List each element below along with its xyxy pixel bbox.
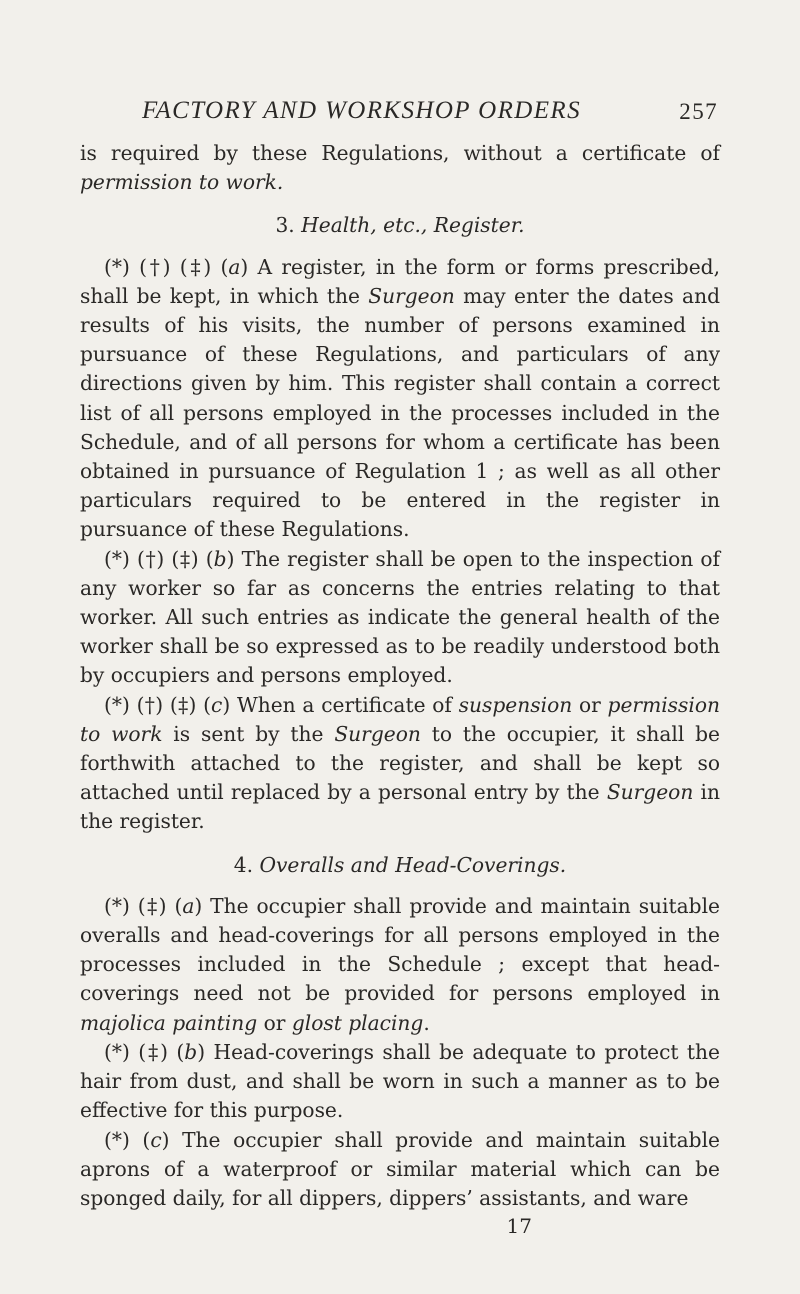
paragraph-4c-letter: c xyxy=(150,1127,162,1152)
paragraph-4c-marks: (*) ( xyxy=(104,1127,151,1152)
intro-italic: permission to work. xyxy=(80,170,284,195)
paragraph-3a-text-2: may enter the dates and results of his visits, the number of persons examined in pursuance of these Regulations, and particulars of any directions given by him. This register shall contain a correct list of all persons employed in the processes included in the Schedule, and of all persons for whom a certificate has been obtained in pursuance of Regulation 1 ; as well as all other particulars required to be entered in the register in pursuance of these Regulations. xyxy=(80,283,720,542)
paragraph-4c-text: The occupier shall provide and maintain suitable aprons of a waterproof or similar material which can be sponged daily, for all dippers, dippers’ assistants, and ware xyxy=(80,1127,721,1210)
paragraph-3c-marks: (*) (†) (‡) ( xyxy=(104,692,211,717)
paragraph-4a xyxy=(80,892,720,1038)
paragraph-4c-close: ) xyxy=(161,1127,183,1152)
paragraph-4b-text: Head-coverings shall be adequate to protect the hair from dust, and shall be worn in such a manner as to be effective for this purpose. xyxy=(80,1039,720,1123)
paragraph-4a-marks: (*) (‡) ( xyxy=(104,893,183,918)
paragraph-3c-or: or xyxy=(572,692,608,717)
paragraph-4b xyxy=(80,1038,720,1126)
paragraph-3a-marks: (*) (†) (‡) ( xyxy=(104,254,229,279)
intro-text: is required by these Regulations, without a certificate of xyxy=(80,141,720,165)
paragraph-3b xyxy=(80,545,720,691)
paragraph-3c-letter: c xyxy=(211,692,223,717)
running-head-title: FACTORY AND WORKSHOP ORDERS xyxy=(142,97,581,124)
paragraph-3a xyxy=(80,253,720,545)
intro-paragraph xyxy=(80,139,720,197)
section-3-title: Health, etc., Register. xyxy=(301,213,525,238)
section-3-heading xyxy=(80,211,720,240)
paragraph-4a-glost: glost placing xyxy=(291,1010,424,1035)
section-4-title: Overalls and Head-Coverings. xyxy=(259,852,567,877)
paragraph-4a-majolica: majolica painting xyxy=(80,1010,258,1035)
paragraph-4b-close: ) xyxy=(197,1039,214,1064)
section-4-number: 4. xyxy=(233,852,260,877)
section-4-heading xyxy=(80,851,720,880)
paragraph-3c-suspension: suspension xyxy=(458,692,573,717)
paragraph-4a-text-1: The occupier shall provide and maintain suitable overalls and head-coverings for all persons employed in the processes included in the Schedule ; except that head-coverings need not be provided for persons employed in xyxy=(80,893,720,1006)
paragraph-4b-letter: b xyxy=(184,1039,198,1064)
paragraph-3c xyxy=(80,691,720,837)
paragraph-3c-text-2: is sent by the xyxy=(162,721,335,746)
paragraph-3c-text-3: to the occupier, it shall be forthwith attached to the register, and shall be kept so attached until replaced by a personal entry by the xyxy=(80,721,720,805)
paragraph-4c xyxy=(80,1126,720,1214)
paragraph-3c-text-1: When a certificate of xyxy=(236,692,459,717)
paragraph-3c-permission: permission to work xyxy=(80,692,720,746)
paragraph-3b-marks: (*) (†) (‡) ( xyxy=(104,546,214,571)
paragraph-4a-end: . xyxy=(423,1010,430,1035)
paragraph-3a-close: ) xyxy=(240,254,258,279)
paragraph-3c-surgeon-1: Surgeon xyxy=(334,721,421,746)
body-text xyxy=(80,139,720,1239)
paragraph-3a-letter: a xyxy=(228,254,241,279)
paragraph-4a-close: ) xyxy=(194,893,211,918)
paragraph-3c-text-4: in the register. xyxy=(80,780,720,834)
paragraph-4b-marks: (*) (‡) ( xyxy=(104,1039,185,1064)
paragraph-3b-close: ) xyxy=(226,546,242,571)
paragraph-3c-surgeon-2: Surgeon xyxy=(606,780,694,805)
paragraph-3a-text-1: A register, in the form or forms prescribed, shall be kept, in which the xyxy=(80,254,720,308)
paragraph-3b-text: The register shall be open to the inspection of any worker so far as concerns the entries relating to that worker. All such entries as indicate the general health of the worker shall be so expressed as to be readily understood both by occupiers and persons employed. xyxy=(80,546,721,688)
paragraph-3b-letter: b xyxy=(213,546,227,571)
document-page xyxy=(80,95,720,1239)
page-number: 257 xyxy=(679,99,718,124)
running-head xyxy=(80,95,720,139)
signature-mark: 17 xyxy=(506,1214,532,1239)
paragraph-4a-letter: a xyxy=(182,893,195,918)
paragraph-3a-surgeon: Surgeon xyxy=(368,283,455,308)
paragraph-3c-close: ) xyxy=(222,692,237,717)
section-3-number: 3. xyxy=(275,213,302,238)
paragraph-4a-or: or xyxy=(257,1010,292,1035)
